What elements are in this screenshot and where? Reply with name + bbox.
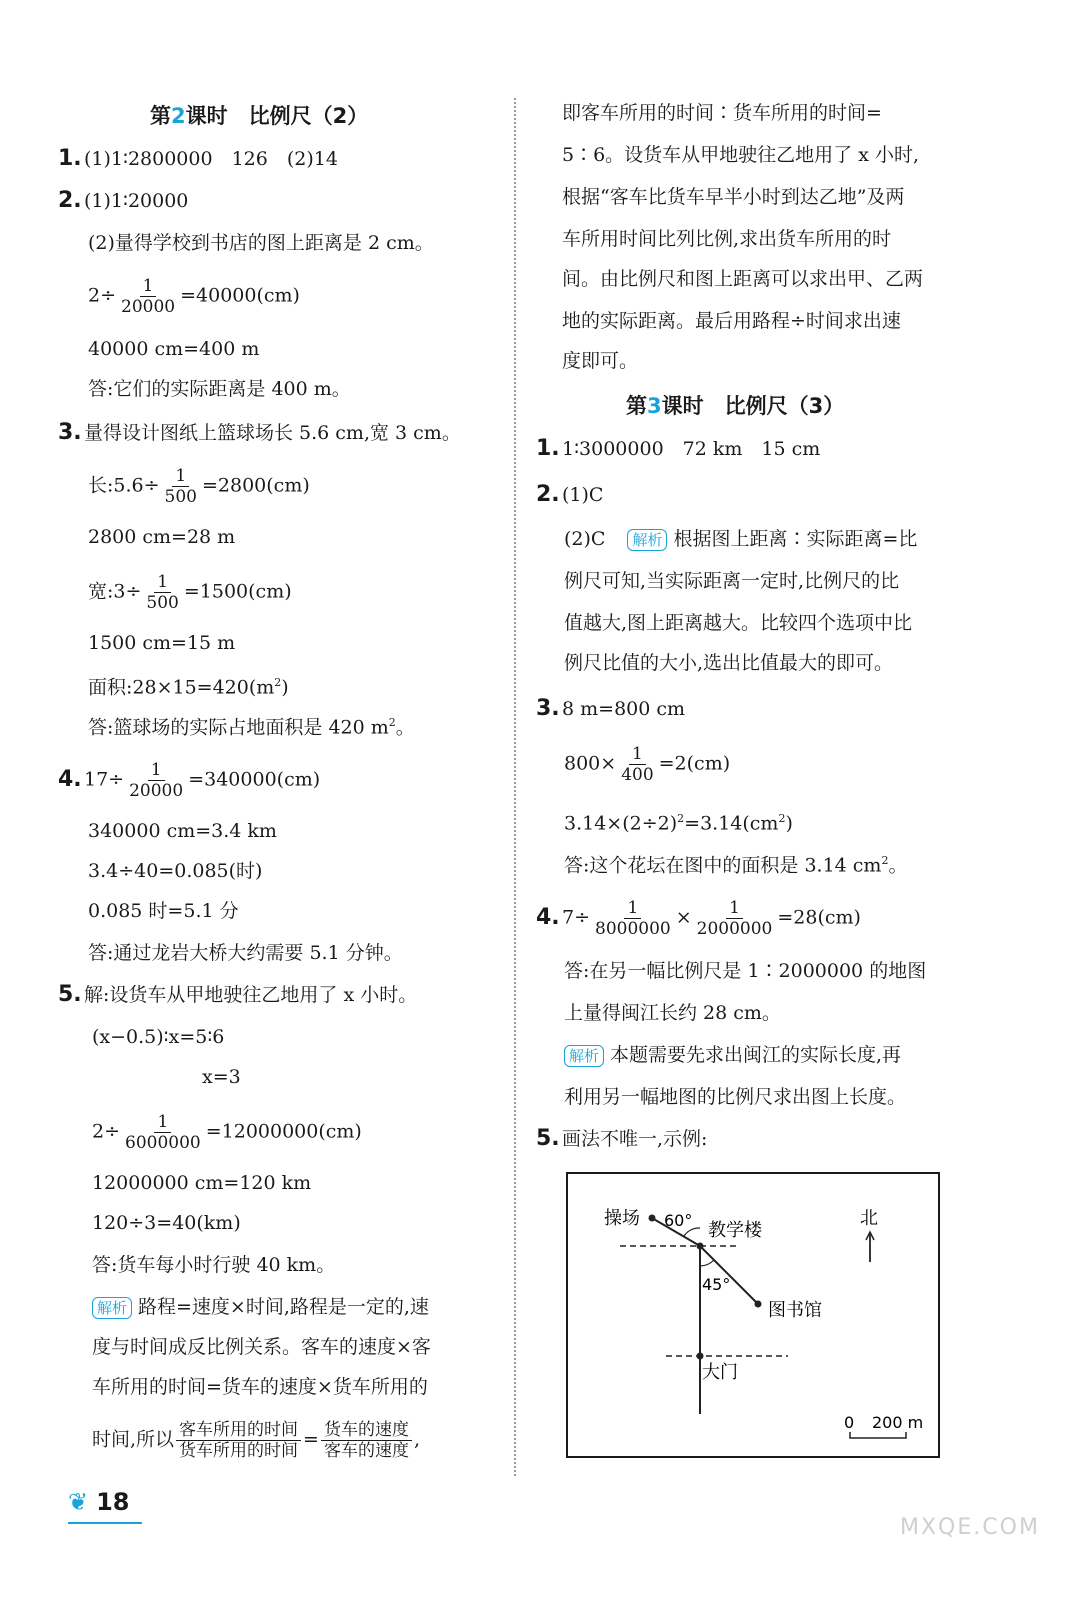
- analysis-cont-7: 度即可。: [562, 350, 639, 372]
- answer-3: 3. 量得设计图纸上篮球场长 5.6 cm,宽 3 cm。: [58, 420, 461, 445]
- playground-dot: [649, 1215, 656, 1222]
- scale-value: 200 m: [872, 1413, 924, 1432]
- fraction: $\frac{\text{货车的速度}}{\text{客车的速度}}$: [321, 1420, 412, 1461]
- analysis-5-line3: 车所用的时间=货车的速度×货车所用的: [92, 1376, 428, 1398]
- r-analysis-4-line1: 解析 本题需要先求出闽江的实际长度,再: [564, 1042, 901, 1068]
- label-building: 教学楼: [708, 1220, 762, 1241]
- answer-4-final: 答:通过龙岩大桥大约需要 5.1 分钟。: [88, 942, 403, 964]
- fraction: $\frac{1}{500}$: [164, 466, 197, 507]
- analysis-5-line2: 度与时间成反比例关系。客车的速度×客: [92, 1336, 431, 1358]
- label-gate: 大门: [702, 1362, 738, 1383]
- page-number: ❦ 18: [68, 1488, 130, 1516]
- map-diagram: [566, 1172, 940, 1458]
- building-dot: [697, 1243, 704, 1250]
- analysis-cont-4: 车所用时间比列比例,求出货车所用的时: [562, 228, 892, 250]
- answer-3-length: 长:5.6÷ $\frac{1}{500}$ =2800(cm): [88, 466, 310, 507]
- answer-3-length-convert: 2800 cm=28 m: [88, 526, 236, 548]
- label-playground: 操场: [604, 1208, 640, 1229]
- scale-bar: [850, 1432, 906, 1438]
- gate-dot: [697, 1353, 704, 1360]
- lesson-heading-2: 第2课时 比例尺（2）: [150, 104, 369, 128]
- map-drawing: [568, 1174, 938, 1456]
- r-analysis-4-line2: 利用另一幅地图的比例尺求出图上长度。: [564, 1086, 907, 1108]
- fraction: $\frac{1}{2000000}$: [696, 898, 773, 939]
- label-angle-60: 60°: [664, 1211, 693, 1230]
- answer-5-proportion: (x−0.5)∶x=5∶6: [92, 1026, 225, 1048]
- label-north: 北: [860, 1208, 878, 1229]
- answer-2-convert: 40000 cm=400 m: [88, 338, 260, 360]
- answer-3-width: 宽:3÷ $\frac{1}{500}$ =1500(cm): [88, 572, 292, 613]
- answer-4-minutes: 0.085 时=5.1 分: [88, 900, 239, 922]
- analysis-cont-6: 地的实际距离。最后用路程÷时间求出速: [562, 310, 901, 332]
- r-analysis-2-line4: 例尺比值的大小,选出比值最大的即可。: [564, 652, 894, 674]
- lesson-heading-3: 第3课时 比例尺（3）: [626, 394, 845, 418]
- analysis-cont-3: 根据“客车比货车早半小时到达乙地”及两: [562, 186, 905, 208]
- label-library: 图书馆: [768, 1300, 822, 1321]
- answer-5-final: 答:货车每小时行驶 40 km。: [92, 1254, 336, 1276]
- fraction: $\frac{\text{客车所用的时间}}{\text{货车所用的时间}}$: [176, 1420, 301, 1461]
- answer-2-1: 2. (1)1∶20000: [58, 188, 189, 213]
- answer-4-convert: 340000 cm=3.4 km: [88, 820, 277, 842]
- analysis-tag: 解析: [92, 1297, 132, 1319]
- fraction: $\frac{1}{6000000}$: [125, 1112, 201, 1153]
- r-answer-2-2: (2)C 解析 根据图上距离∶实际距离=比: [564, 528, 918, 550]
- r-answer-4: 4. 7÷ $\frac{1}{8000000}$ × $\frac{1}{2000000}$ =28(cm): [536, 898, 861, 939]
- leaf-icon: ❦: [68, 1488, 89, 1516]
- column-divider: [514, 98, 516, 1476]
- answer-5-convert: 12000000 cm=120 km: [92, 1172, 312, 1194]
- answer-5: 5. 解:设货车从甲地驶往乙地用了 x 小时。: [58, 982, 418, 1007]
- analysis-5-line4: 时间,所以 $\frac{\text{客车所用的时间}}{\text{货车所用的时间}}$ = $\frac{\text{货车的速度}}{\text{客车的速度}}$ ,: [92, 1420, 421, 1461]
- answer-3-final: 答:篮球场的实际占地面积是 420 $m^2$。: [88, 716, 415, 739]
- analysis-tag: 解析: [627, 529, 667, 551]
- fraction: $\frac{1}{400}$: [621, 744, 654, 785]
- answer-5-solution: x=3: [202, 1066, 241, 1088]
- r-analysis-2-line3: 值越大,图上距离越大。比较四个选项中比: [564, 612, 913, 634]
- answer-2-final: 答:它们的实际距离是 400 m。: [88, 378, 351, 400]
- scale-zero: 0: [844, 1413, 855, 1432]
- answer-3-width-convert: 1500 cm=15 m: [88, 632, 236, 654]
- watermark: MXQE.COM: [900, 1515, 1040, 1540]
- answer-5-speed: 120÷3=40(km): [92, 1212, 241, 1234]
- fraction: $\frac{1}{500}$: [146, 572, 179, 613]
- analysis-cont-2: 5∶6。设货车从甲地驶往乙地用了 x 小时,: [562, 144, 920, 166]
- answer-2-calc: 2÷ $\frac{1}{20000}$ =40000(cm): [88, 276, 300, 317]
- r-answer-4-final-2: 上量得闽江长约 28 cm。: [564, 1002, 781, 1024]
- answer-5-distance: 2÷ $\frac{1}{6000000}$ =12000000(cm): [92, 1112, 362, 1153]
- fraction: $\frac{1}{20000}$: [121, 276, 176, 317]
- r-answer-2-1: 2. (1)C: [536, 482, 604, 507]
- library-dot: [755, 1301, 762, 1308]
- page-number-rule: [68, 1522, 142, 1524]
- analysis-cont-5: 间。由比例尺和图上距离可以求出甲、乙两: [562, 268, 924, 290]
- answer-2-2: (2)量得学校到书店的图上距离是 2 cm。: [88, 232, 434, 254]
- answer-4: 4. 17÷ $\frac{1}{20000}$ =340000(cm): [58, 760, 321, 801]
- analysis-tag: 解析: [564, 1045, 604, 1067]
- r-answer-3-final: 答:这个花坛在图中的面积是 3.14 $cm^2$。: [564, 854, 908, 877]
- analysis-5-line1: 解析 路程=速度×时间,路程是一定的,速: [92, 1294, 429, 1320]
- angle-arc-45: [700, 1260, 714, 1266]
- label-angle-45: 45°: [702, 1275, 731, 1294]
- fraction: $\frac{1}{20000}$: [129, 760, 184, 801]
- r-answer-3-calc: 800× $\frac{1}{400}$ =2(cm): [564, 744, 731, 785]
- r-answer-3-area: $3.14\times(2\div 2)^2=3.14(cm^2)$: [564, 812, 793, 835]
- r-analysis-2-line2: 例尺可知,当实际距离一定时,比例尺的比: [564, 570, 900, 592]
- answer-1: 1. (1)1∶2800000 126 (2)14: [58, 146, 338, 171]
- analysis-cont-1: 即客车所用的时间∶货车所用的时间=: [562, 102, 882, 124]
- r-answer-5: 5. 画法不唯一,示例:: [536, 1126, 708, 1151]
- fraction: $\frac{1}{8000000}$: [595, 898, 671, 939]
- r-answer-3: 3. 8 m=800 cm: [536, 696, 686, 721]
- answer-4-time: 3.4÷40=0.085(时): [88, 860, 263, 882]
- r-answer-4-final-1: 答:在另一幅比例尺是 1∶2000000 的地图: [564, 960, 927, 982]
- answer-3-area: 面积$:28\times 15=420(m^2)$: [88, 676, 289, 699]
- r-answer-1: 1. 1∶3000000 72 km 15 cm: [536, 436, 821, 461]
